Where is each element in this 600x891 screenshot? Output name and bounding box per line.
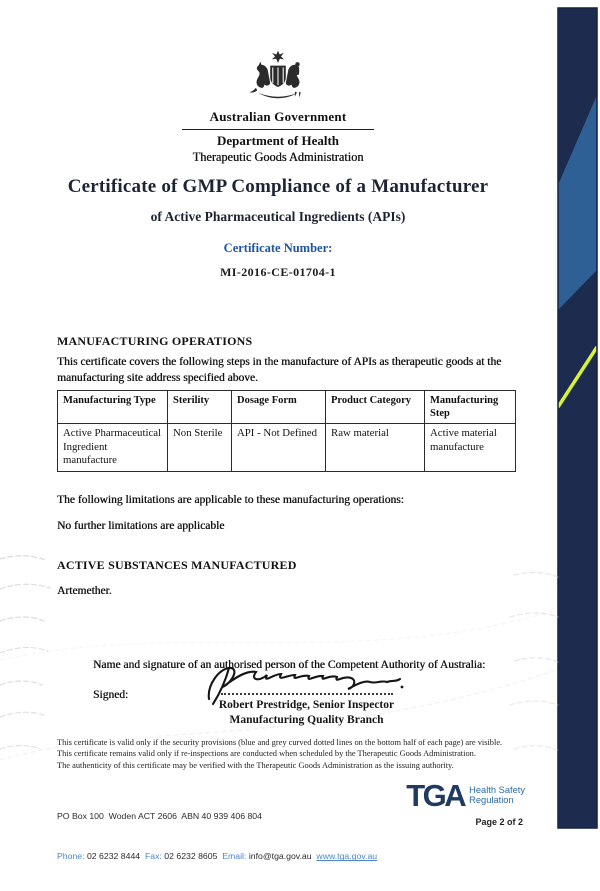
tga-tagline-line1: Health Safety bbox=[469, 785, 525, 795]
manufacturing-table-wrap bbox=[57, 390, 516, 472]
active-substances-heading: ACTIVE SUBSTANCES MANUFACTURED bbox=[57, 558, 297, 572]
fine-print-line-2: This certificate remains valid only if re-inspections are conducted when scheduled by the Therapeutic Goods Administration. bbox=[57, 749, 476, 759]
manufacturing-operations-intro: This certificate covers the following steps in the manufacture of APIs as therapeutic goods at the manufacturing site address specified above. bbox=[57, 356, 502, 384]
cell-product-category: Raw material bbox=[326, 424, 425, 471]
certificate-title-block bbox=[0, 176, 556, 280]
fine-print-line-3: The authenticity of this certificate may be verified with the Therapeutic Goods Administration as the issuing authority. bbox=[57, 760, 454, 770]
manufacturing-table bbox=[57, 390, 516, 472]
tga-logo-text: TGA bbox=[406, 778, 465, 813]
government-title: Australian Government bbox=[209, 109, 347, 124]
agency-title: Therapeutic Goods Administration bbox=[192, 150, 364, 164]
col-manufacturing-type: Manufacturing Type bbox=[58, 391, 168, 424]
certificate-number-value: MI-2016-CE-01704-1 bbox=[220, 265, 336, 279]
postal-address: PO Box 100 Woden ACT 2606 ABN 40 939 406 804 bbox=[57, 810, 262, 821]
signature-area bbox=[199, 689, 414, 728]
footer bbox=[57, 778, 525, 891]
header-divider bbox=[182, 129, 374, 130]
certificate-subtitle: of Active Pharmaceutical Ingredients (APIs) bbox=[150, 209, 406, 224]
limitations-value: No further limitations are applicable bbox=[57, 519, 225, 532]
page-number: Page 2 of 2 bbox=[475, 817, 523, 827]
security-lines-left bbox=[0, 545, 64, 780]
table-row bbox=[58, 424, 516, 471]
fine-print-line-1: This certificate is valid only if the security provisions (blue and grey curved dotted lines on the bottom half of each page) are visible. bbox=[57, 738, 503, 747]
cell-sterility: Non Sterile bbox=[168, 424, 232, 471]
phone-number: 02 6232 8444 bbox=[86, 851, 141, 862]
limitations-intro: The following limitations are applicable to these manufacturing operations: bbox=[57, 494, 404, 506]
col-sterility: Sterility bbox=[168, 391, 232, 424]
active-substances-value: Artemether. bbox=[57, 585, 112, 597]
col-dosage-form: Dosage Form bbox=[232, 391, 326, 424]
limitations-section bbox=[57, 487, 525, 534]
website-link[interactable]: www.tga.gov.au bbox=[316, 851, 378, 862]
tga-logo bbox=[406, 778, 525, 813]
signature-section bbox=[93, 659, 523, 728]
email-address[interactable]: info@tga.gov.au bbox=[248, 851, 312, 862]
cell-dosage-form: API - Not Defined bbox=[232, 424, 326, 471]
signed-label: Signed: bbox=[93, 689, 129, 701]
department-title: Department of Health bbox=[216, 133, 340, 148]
security-fine-print bbox=[57, 737, 529, 771]
cell-manufacturing-type: Active Pharmaceutical Ingredient manufacture bbox=[58, 424, 168, 471]
col-manufacturing-step: Manufacturing Step bbox=[425, 391, 516, 424]
handwritten-signature bbox=[201, 661, 406, 709]
signature-row bbox=[93, 689, 523, 728]
security-band-graphic bbox=[558, 8, 597, 828]
cell-manufacturing-step: Active material manufacture bbox=[425, 424, 516, 471]
col-product-category: Product Category bbox=[326, 391, 425, 424]
active-substances-section bbox=[57, 558, 525, 600]
table-header-row bbox=[58, 391, 516, 424]
phone-label: Phone: bbox=[57, 851, 85, 862]
manufacturing-operations-heading: MANUFACTURING OPERATIONS bbox=[57, 334, 253, 348]
security-band bbox=[558, 8, 597, 828]
email-label: Email: bbox=[222, 851, 247, 862]
signatory-branch: Manufacturing Quality Branch bbox=[229, 713, 384, 726]
signature-statement: Name and signature of an authorised person of the Competent Authority of Australia: bbox=[93, 659, 486, 671]
manufacturing-operations-section bbox=[57, 334, 525, 386]
tga-tagline-line2: Regulation bbox=[469, 795, 514, 806]
contact-details bbox=[57, 783, 377, 891]
fax-number: 02 6232 8605 bbox=[164, 851, 218, 862]
tga-logo-tagline bbox=[469, 785, 525, 806]
certificate-title: Certificate of GMP Compliance of a Manufacturer bbox=[67, 176, 489, 197]
certificate-number-label: Certificate Number: bbox=[223, 241, 333, 255]
australian-coat-of-arms-icon bbox=[245, 50, 311, 102]
government-header bbox=[0, 50, 556, 165]
contact-line bbox=[57, 850, 377, 863]
fax-label: Fax: bbox=[144, 851, 162, 862]
signatory-name: Robert Prestridge, Senior Inspector bbox=[218, 699, 395, 711]
